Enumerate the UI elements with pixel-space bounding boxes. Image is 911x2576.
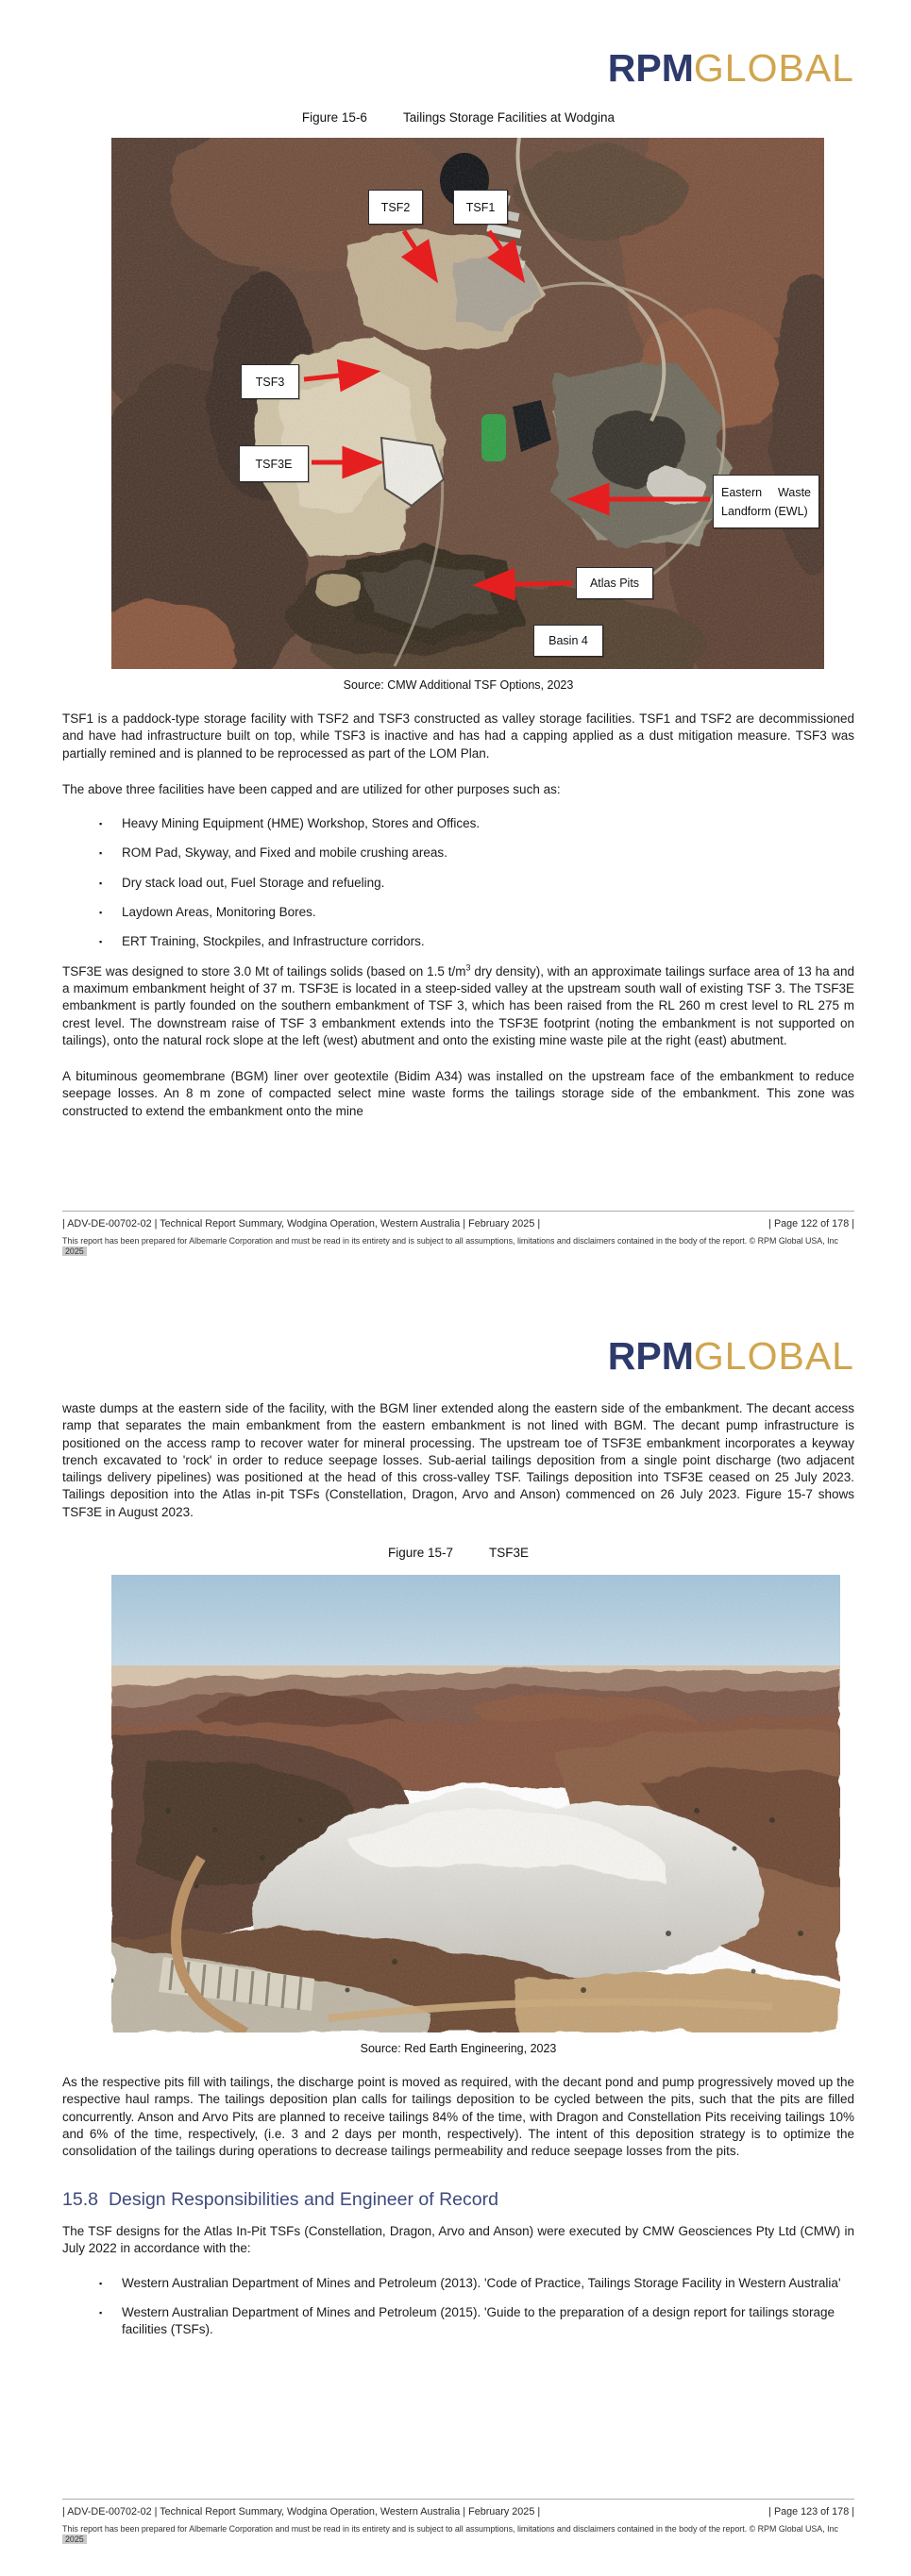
paragraph: waste dumps at the eastern side of the facility, with the BGM liner extended along the eastern side of the embankment. The decant access ramp that separates the main embankment from the eastern embankment is not lined with BGM. The decant pump infrastructure is positioned on the access ramp to recover water for mineral processing. The upstream toe of TSF3E embankment incorporates a keyway trench excavated to 'rock' in order to reduce seepage losses. Sub-aerial tailings deposition from a single point discharge (two adjacent tailings delivery pipelines) was positioned at the head of this cross-valley TSF. Tailings deposition into TSF3E ceased on 25 July 2023. Tailings deposition into the Atlas in-pit TSFs (Constellation, Dragon, Arvo and Anson) commenced on 26 July 2023. Figure 15-7 shows TSF3E in August 2023. (62, 1401, 854, 1519)
figure-label: Figure 15-7 (387, 1546, 454, 1561)
footer-document-id: | ADV-DE-00702-02 | Technical Report Summary, Wodgina Operation, Western Australia | February 2025 | (62, 1217, 541, 1229)
map-label-text: Waste (778, 485, 811, 499)
figure-title: Tailings Storage Facilities at Wodgina (402, 110, 616, 125)
satellite-map-figure (111, 138, 824, 669)
bullet-icon: ▪ (99, 2278, 103, 2288)
logo-rpm-text: RPM (607, 1334, 694, 1378)
map-label-text: TSF3E (255, 457, 293, 471)
map-label-eastern-waste-landform (713, 475, 819, 528)
footer-page-number: | Page 122 of 178 | (768, 1217, 854, 1229)
rpmglobal-logo (607, 46, 854, 90)
map-label-basin-4 (533, 625, 603, 657)
map-label-tsf3e (239, 445, 309, 482)
bullet-list (62, 815, 854, 950)
disclaimer-text: This report has been prepared for Albemarle Corporation and must be read in its entirety and is subject to all assumptions, limitations and disclaimers contained in the body of the report. © RPM Global USA, Inc (62, 1235, 838, 1246)
paragraph: As the respective pits fill with tailings, the discharge point is moved as required, with the decant pond and pump progressively moved up the respective haul ramps. The tailings deposition plan calls for tailings deposition to be cycled between the pits, such that the pits are filled concurrently. Anson and Arvo Pits are planned to receive tailings 84% of the time, with Dragon and Constellation Pits receiving tailings 10% and 6% of the time, respectively, (i.e. 3 and 2 days per month, respectively). The intent of this deposition strategy is to optimize the consolidation of the tailings during operations to decrease tailings permeability and reduce seepage losses from the pits. (62, 2075, 854, 2159)
bullet-icon: ▪ (99, 878, 103, 888)
logo-global-text: GLOBAL (693, 46, 854, 90)
figure-15-7-caption (62, 1546, 854, 1560)
map-label-text: TSF3 (255, 375, 285, 389)
list-item (62, 845, 854, 861)
map-label-text: Eastern (721, 485, 763, 499)
paragraph-text: TSF3E was designed to store 3.0 Mt of tailings solids (based on 1.5 t/m (62, 963, 466, 979)
footer-rule (62, 2499, 854, 2500)
page-2 (0, 1288, 911, 2576)
list-item-text: Western Australian Department of Mines and Petroleum (2013). 'Code of Practice, Tailings Storage Facility in Western Australia' (122, 2275, 841, 2290)
bullet-icon: ▪ (99, 848, 103, 859)
map-label-tsf3 (241, 364, 299, 399)
bullet-list (62, 2275, 854, 2339)
footer-disclaimer (62, 2524, 854, 2546)
paragraph: The TSF designs for the Atlas In-Pit TSFs (Constellation, Dragon, Arvo and Anson) were executed by CMW Geosciences Pty Ltd (CMW) in July 2022 in accordance with the: (62, 2223, 854, 2256)
figure-15-7-source: Source: Red Earth Engineering, 2023 (360, 2042, 557, 2056)
rpmglobal-logo (607, 1334, 854, 1378)
bullet-icon: ▪ (99, 2307, 103, 2317)
list-item (62, 904, 854, 921)
page-footer (62, 1211, 854, 1258)
disclaimer-year: 2025 (62, 1246, 87, 1256)
figure-label: Figure 15-6 (301, 110, 367, 125)
map-label-tsf2 (368, 190, 423, 225)
figure-title: TSF3E (489, 1546, 530, 1561)
figure-15-6-source: Source: CMW Additional TSF Options, 2023 (343, 678, 574, 692)
superscript: 3 (465, 962, 471, 973)
footer-page-number: | Page 123 of 178 | (768, 2505, 854, 2517)
list-item-text: ROM Pad, Skyway, and Fixed and mobile crushing areas. (122, 845, 447, 861)
section-heading-15-8 (62, 2189, 854, 2210)
figure-15-6-caption (62, 110, 854, 125)
list-item-text: Heavy Mining Equipment (HME) Workshop, Stores and Offices. (122, 816, 481, 831)
footer-rule (62, 1211, 854, 1212)
list-item (62, 2304, 854, 2339)
list-item (62, 2275, 854, 2292)
logo-rpm-text: RPM (607, 46, 694, 90)
paragraph (62, 963, 854, 1049)
aerial-photo (111, 1575, 840, 2032)
bullet-icon: ▪ (99, 937, 103, 947)
list-item (62, 933, 854, 950)
map-label-text: Atlas Pits (589, 577, 640, 590)
map-label-text: TSF2 (380, 200, 411, 214)
bullet-icon: ▪ (99, 908, 103, 918)
map-label-text: Basin 4 (548, 634, 588, 647)
paragraph-text: dry density), with an approximate tailings surface area of 13 ha and a maximum embankment height of 37 m. TSF3E is located in a steep-sided valley at the upstream south wall of existing TSF 3. The TSF3E embankment is partly founded on the southern embankment of TSF 3, which has been raised from the RL 260 m crest level to RL 275 m crest level. The downstream raise of TSF 3 embankment extends into the TSF3E footprint (noting the embankment is not supported on tailings), onto the natural rock slope at the left (west) abutment and onto the existing mine waste pile at the right (east) abutment. (62, 963, 854, 1047)
list-item-text: Laydown Areas, Monitoring Bores. (122, 905, 316, 920)
aerial-photo-figure (111, 1575, 840, 2032)
map-label-text: TSF1 (465, 200, 496, 214)
section-number: 15.8 (62, 2188, 98, 2210)
map-label-text (721, 483, 811, 502)
header (62, 0, 854, 88)
footer-disclaimer (62, 1236, 854, 1258)
map-label-text: Landform (EWL) (721, 504, 808, 518)
map-label-tsf1 (453, 190, 508, 225)
disclaimer-year: 2025 (62, 2534, 87, 2544)
disclaimer-text: This report has been prepared for Albemarle Corporation and must be read in its entirety and is subject to all assumptions, limitations and disclaimers contained in the body of the report. © RPM Global USA, Inc (62, 2523, 838, 2534)
list-item-text: ERT Training, Stockpiles, and Infrastructure corridors. (122, 934, 425, 949)
map-label-atlas-pits (576, 567, 653, 599)
list-item (62, 815, 854, 832)
page-footer (62, 2499, 854, 2546)
section-title: Design Responsibilities and Engineer of Record (108, 2188, 498, 2210)
paragraph: TSF1 is a paddock-type storage facility with TSF2 and TSF3 constructed as valley storage facilities. TSF1 and TSF2 are decommissioned and have had infrastructure built on top, while TSF3 is inactive and has had a capping applied as a dust mitigation measure. TSF3 was partially remined and is planned to be reprocessed as part of the LOM Plan. (62, 711, 854, 761)
footer-document-id: | ADV-DE-00702-02 | Technical Report Summary, Wodgina Operation, Western Australia | February 2025 | (62, 2505, 541, 2517)
header (62, 1288, 854, 1376)
paragraph: A bituminous geomembrane (BGM) liner over geotextile (Bidim A34) was installed on the upstream face of the embankment to reduce seepage losses. An 8 m zone of compacted select mine waste forms the tailings storage side of the embankment. This zone was constructed to extend the embankment onto the mine (62, 1069, 854, 1118)
list-item-text: Western Australian Department of Mines and Petroleum (2015). 'Guide to the preparation of a design report for tailings storage facilities (TSFs). (122, 2304, 835, 2337)
list-item (62, 875, 854, 892)
bullet-icon: ▪ (99, 819, 103, 829)
list-item-text: Dry stack load out, Fuel Storage and refueling. (122, 875, 385, 890)
paragraph: The above three facilities have been capped and are utilized for other purposes such as: (62, 781, 561, 796)
logo-global-text: GLOBAL (693, 1334, 854, 1378)
